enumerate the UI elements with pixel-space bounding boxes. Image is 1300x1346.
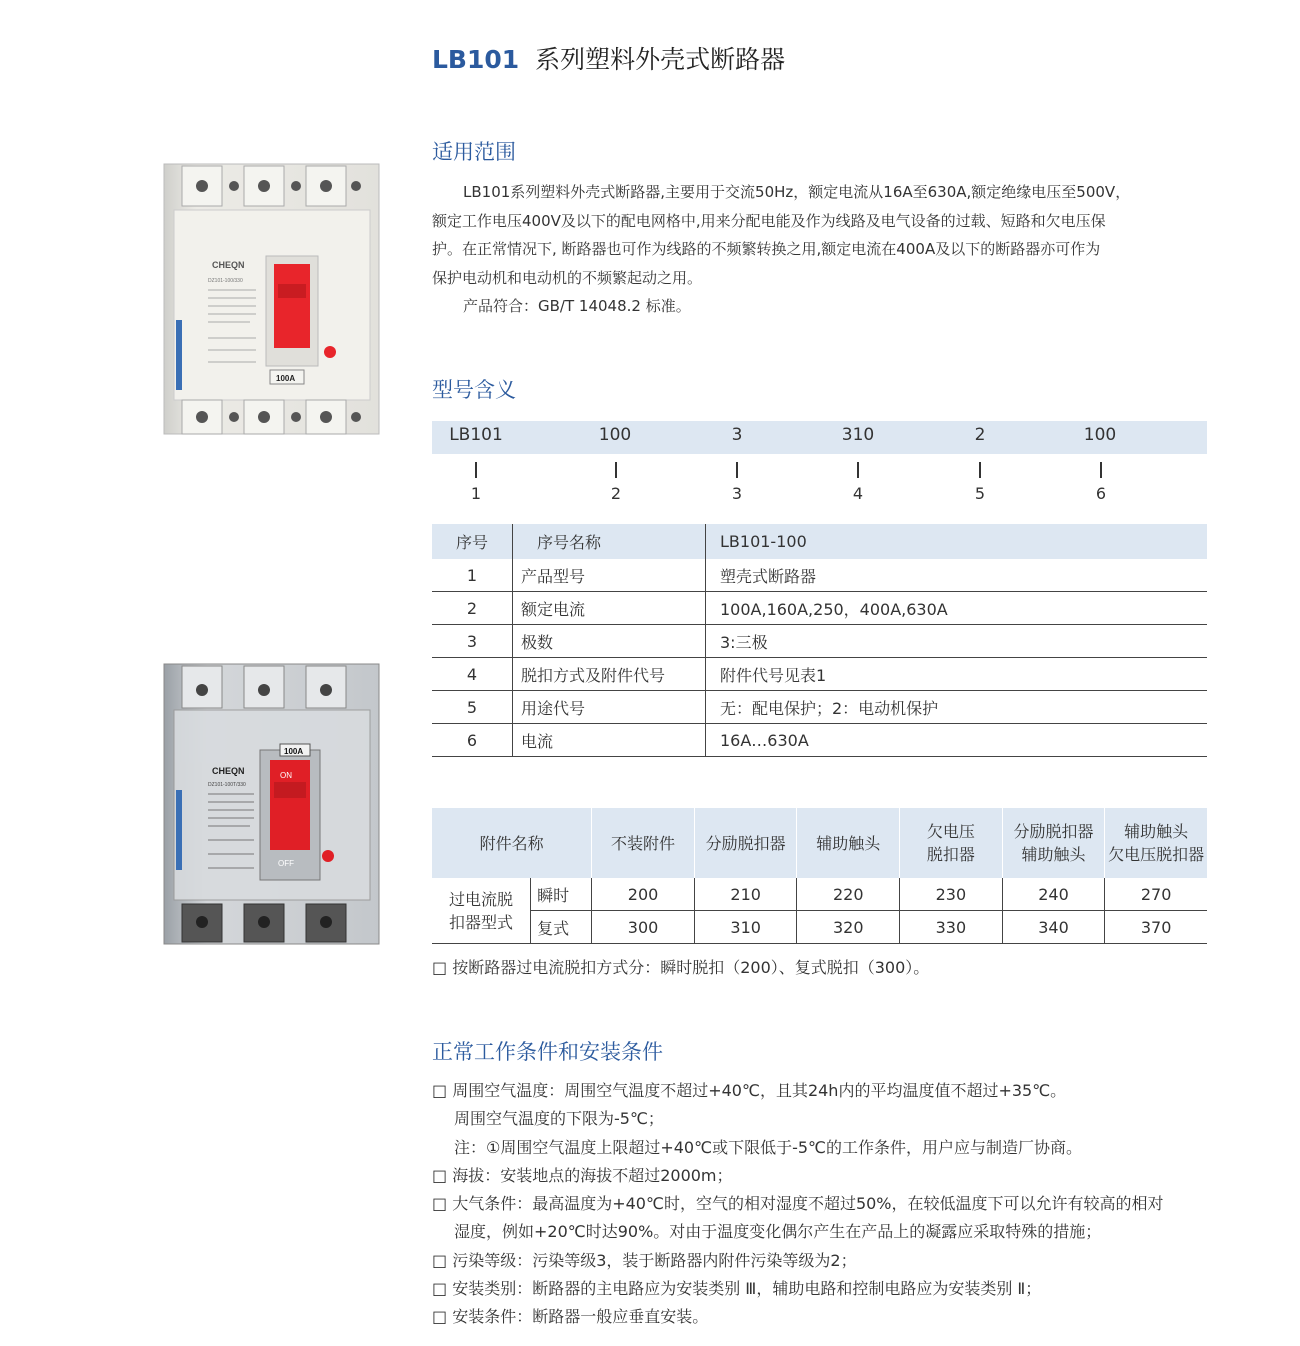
conditions-list xyxy=(432,1077,1232,1332)
condition-line: □ 大气条件：最高温度为+40℃时，空气的相对湿度不超过50%，在较低温度下可以允许有较高的相对 xyxy=(432,1194,1164,1214)
condition-line: □ 周围空气温度：周围空气温度不超过+40℃，且其24h内的平均温度值不超过+35℃。 xyxy=(432,1081,1067,1100)
table-cell: 用途代号 xyxy=(513,691,706,724)
row-group-line: 过电流脱 xyxy=(449,889,514,909)
table-cell: 3:三极 xyxy=(706,625,1208,658)
table-row xyxy=(432,592,1207,625)
code-tick xyxy=(736,462,738,478)
product-1-rating: 100A xyxy=(276,374,296,383)
code-index: 6 xyxy=(1095,484,1107,503)
table-cell: 340 xyxy=(1002,911,1105,944)
condition-line: □ 安装类别：断路器的主电路应为安装类别 Ⅲ，辅助电路和控制电路应为安装类别 Ⅱ； xyxy=(432,1279,1042,1299)
row-label: 复式 xyxy=(531,911,592,944)
product-2-brand: CHEQN xyxy=(212,766,245,776)
product-2-on-label: ON xyxy=(280,771,292,780)
code-index: 3 xyxy=(731,484,743,503)
code-index: 4 xyxy=(852,484,864,503)
condition-line: 周围空气温度的下限为-5℃； xyxy=(454,1109,664,1129)
scope-line: 护。在正常情况下, 断路器也可作为线路的不频繁转换之用,额定电流在400A及以下的断路器亦可作为 xyxy=(432,240,1101,258)
model-code: LB101 xyxy=(449,425,503,445)
header-line: 脱扣器 xyxy=(926,845,975,864)
accessory-table xyxy=(432,808,1207,944)
condition-line: □ 安装条件：断路器一般应垂直安装。 xyxy=(432,1307,709,1327)
code-tick xyxy=(857,462,859,478)
scope-line: 保护电动机和电动机的不频繁起动之用。 xyxy=(432,268,703,287)
header-line: 辅助触头 xyxy=(1021,845,1086,864)
table-cell: 16A…630A xyxy=(706,724,1208,757)
code-index: 1 xyxy=(470,484,482,503)
page-title xyxy=(432,40,785,76)
table-row xyxy=(432,724,1207,757)
header-line: 不装附件 xyxy=(611,833,676,853)
row-group-line: 扣器型式 xyxy=(449,912,514,932)
table-header-cell xyxy=(1105,808,1207,878)
title-model: LB101 xyxy=(432,45,520,74)
table-cell: 100A,160A,250，400A,630A xyxy=(706,592,1208,625)
scope-standard: 产品符合：GB/T 14048.2 标准。 xyxy=(463,297,691,315)
header-line: 欠电压脱扣器 xyxy=(1108,845,1205,864)
table-header-cell xyxy=(797,808,900,878)
table-cell: 6 xyxy=(432,724,513,757)
table-cell: 370 xyxy=(1105,911,1207,944)
model-code: 100 xyxy=(598,425,632,445)
code-tick xyxy=(615,462,617,478)
model-meaning-heading: 型号含义 xyxy=(432,378,516,402)
accessory-note: □ 按断路器过电流脱扣方式分：瞬时脱扣（200）、复式脱扣（300）。 xyxy=(432,958,930,977)
product-2-model-label: DZ101-100T/330 xyxy=(208,782,246,788)
header-line: 辅助触头 xyxy=(1124,822,1189,841)
table-cell: 额定电流 xyxy=(513,592,706,625)
condition-line: 注：①周围空气温度上限超过+40℃或下限低于-5℃的工作条件，用户应与制造厂协商。 xyxy=(454,1137,1083,1157)
product-1-brand: CHEQN xyxy=(212,260,245,270)
table-cell: 330 xyxy=(900,911,1003,944)
table-cell: 附件代号见表1 xyxy=(706,658,1208,691)
table-cell: 电流 xyxy=(513,724,706,757)
condition-line: 湿度，例如+20℃时达90%。对由于温度变化偶尔产生在产品上的凝露应采取特殊的措施； xyxy=(454,1222,1102,1242)
header-line: 辅助触头 xyxy=(816,833,881,853)
table-row xyxy=(432,691,1207,724)
product-2-off-label: OFF xyxy=(278,859,294,868)
code-index: 2 xyxy=(610,484,622,503)
condition-line: □ 污染等级：污染等级3，装于断路器内附件污染等级为2； xyxy=(432,1250,857,1270)
product-1-model-label: DZ101-100/330 xyxy=(208,278,243,284)
table-row xyxy=(432,878,1207,911)
table-cell: 产品型号 xyxy=(513,559,706,592)
table-row xyxy=(432,658,1207,691)
table-cell: 200 xyxy=(592,878,695,911)
table-cell: 210 xyxy=(694,878,797,911)
table-header-cell: 序号名称 xyxy=(513,524,706,559)
code-tick xyxy=(979,462,981,478)
model-code: 3 xyxy=(731,425,743,445)
table-cell: 310 xyxy=(694,911,797,944)
title-name: 系列塑料外壳式断路器 xyxy=(535,45,786,74)
scope-paragraph xyxy=(432,178,1232,321)
table-cell: 300 xyxy=(592,911,695,944)
table-row xyxy=(432,559,1207,592)
table-header-row xyxy=(432,524,1207,559)
table-cell: 2 xyxy=(432,592,513,625)
code-index: 5 xyxy=(974,484,986,503)
row-label: 瞬时 xyxy=(531,878,592,911)
model-meaning-table xyxy=(432,524,1207,757)
table-header-cell xyxy=(900,808,1003,878)
model-code: 100 xyxy=(1083,425,1117,445)
model-code: 2 xyxy=(974,425,986,445)
table-header-cell xyxy=(592,808,695,878)
code-tick xyxy=(1100,462,1102,478)
table-row xyxy=(432,911,1207,944)
table-cell: 220 xyxy=(797,878,900,911)
table-cell: 无：配电保护；2：电动机保护 xyxy=(706,691,1208,724)
table-cell: 240 xyxy=(1002,878,1105,911)
scope-line: 额定工作电压400V及以下的配电网格中,用来分配电能及作为线路及电气设备的过载、短路和欠电压保 xyxy=(432,211,1106,230)
conditions-heading: 正常工作条件和安装条件 xyxy=(432,1040,663,1064)
table-cell: 270 xyxy=(1105,878,1207,911)
product-2-rating: 100A xyxy=(284,747,304,756)
breaker-image-opaque xyxy=(160,160,385,440)
table-header-cell: LB101-100 xyxy=(706,524,1208,559)
table-cell: 塑壳式断路器 xyxy=(706,559,1208,592)
table-cell: 3 xyxy=(432,625,513,658)
table-cell: 脱扣方式及附件代号 xyxy=(513,658,706,691)
table-cell: 230 xyxy=(900,878,1003,911)
table-header-cell: 序号 xyxy=(432,524,513,559)
table-row xyxy=(432,625,1207,658)
table-header-row xyxy=(432,808,1207,878)
scope-heading: 适用范围 xyxy=(432,140,516,164)
condition-line: □ 海拔：安装地点的海拔不超过2000m； xyxy=(432,1165,733,1185)
code-tick xyxy=(475,462,477,478)
row-group-label xyxy=(432,878,531,944)
table-header-cell xyxy=(1002,808,1105,878)
table-header-cell: 附件名称 xyxy=(432,808,592,878)
scope-line: LB101系列塑料外壳式断路器,主要用于交流50Hz，额定电流从16A至630A,额定绝缘电压至500V， xyxy=(463,183,1131,201)
breaker-image-transparent xyxy=(160,660,385,950)
table-cell: 极数 xyxy=(513,625,706,658)
header-line: 分励脱扣器 xyxy=(705,833,786,853)
header-line: 欠电压 xyxy=(926,822,975,841)
table-cell: 4 xyxy=(432,658,513,691)
header-line: 分励脱扣器 xyxy=(1013,822,1094,841)
table-cell: 1 xyxy=(432,559,513,592)
table-cell: 320 xyxy=(797,911,900,944)
table-cell: 5 xyxy=(432,691,513,724)
model-code: 310 xyxy=(841,425,875,445)
table-header-cell xyxy=(694,808,797,878)
